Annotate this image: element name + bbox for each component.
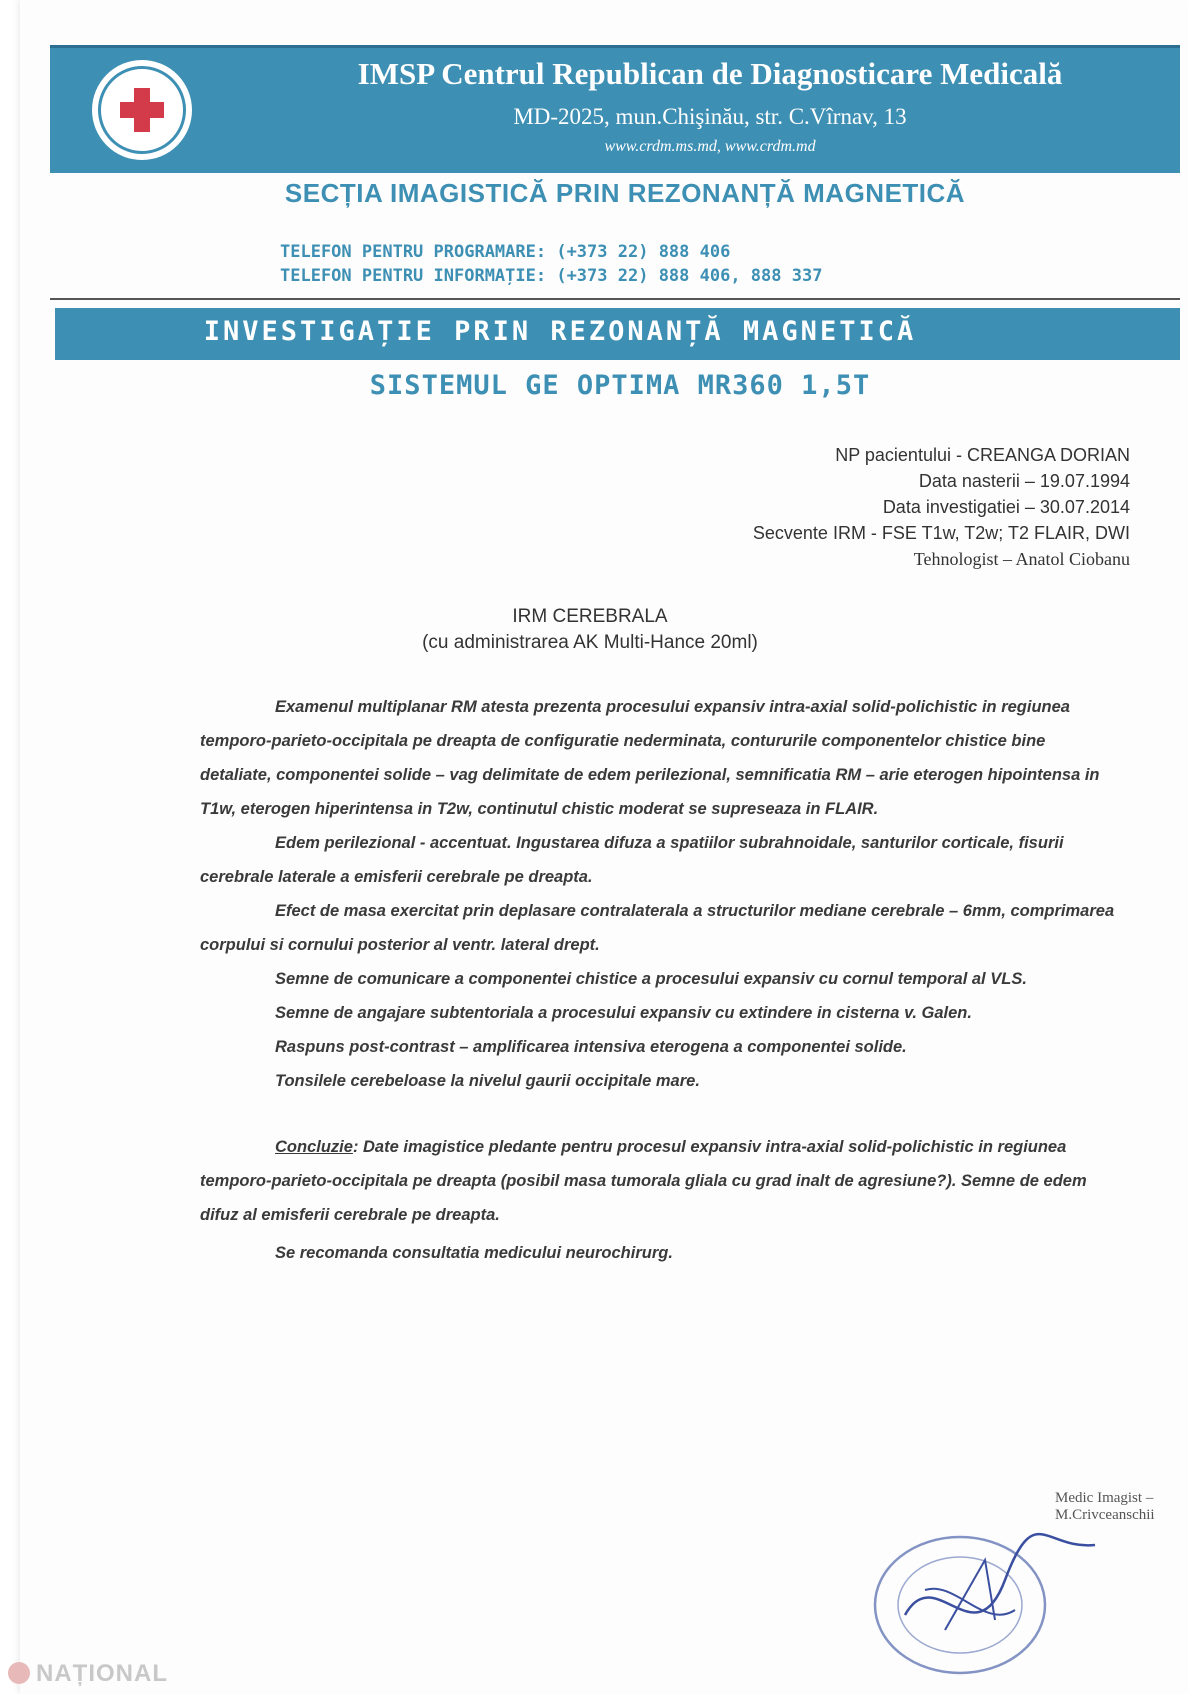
round-stamp-icon — [865, 1520, 1105, 1680]
finding-paragraph: Semne de angajare subtentoriala a procesului expansiv cu extindere in cisterna v. Galen. — [275, 1004, 972, 1022]
watermark-logo — [8, 1660, 168, 1688]
investigation-date: Data investigatiei – 30.07.2014 — [882, 497, 1130, 517]
exam-title: IRM CEREBRALA — [512, 606, 668, 627]
mri-sequences: Secvente IRM - FSE T1w, T2w; T2 FLAIR, DWI — [752, 523, 1130, 543]
exam-subtitle: (cu administrarea AK Multi-Hance 20ml) — [422, 632, 758, 653]
exam-heading — [270, 604, 910, 656]
recommendation: Se recomanda consultatia medicului neurochirurg. — [275, 1244, 673, 1262]
watermark-icon — [8, 1662, 30, 1684]
mri-system: SISTEMUL GE OPTIMA MR360 1,5T — [369, 370, 871, 401]
birth-date: Data nasterii – 19.07.1994 — [918, 471, 1130, 491]
institution-address: MD-2025, mun.Chişinău, str. C.Vîrnav, 13 — [513, 104, 907, 129]
signature-line: Medic Imagist – M.Crivceanschii — [1055, 1490, 1155, 1523]
finding-paragraph: Edem perilezional - accentuat. Ingustarea difuza a spatiilor subrahnoidale, santurilor corticale, fisurii cerebrale laterale a emisferii cerebrale pe dreapta. — [200, 834, 1064, 886]
finding-paragraph: Examenul multiplanar RM atesta prezenta procesului expansiv intra-axial solid-polichistic in regiunea temporo-parieto-occipitala pe dreapta de configuratie nederminata, contururile componentelor chistice bine detaliate, componentei solide – vag delimitate de edem perilezional, semnificatia RM – arie eterogen hipointensa in T1w, eterogen hiperintensa in T2w, continutul chistic moderat se supreseaza in FLAIR. — [200, 698, 1100, 818]
finding-paragraph: Semne de comunicare a componentei chistice a procesului expansiv cu cornul temporal al VLS. — [275, 970, 1027, 988]
header-banner — [50, 45, 1180, 173]
finding-paragraph: Raspuns post-contrast – amplificarea intensiva eterogena a componentei solide. — [275, 1038, 907, 1056]
conclusion-label: Concluzie — [275, 1138, 353, 1156]
medical-cross-logo-icon — [92, 60, 192, 160]
watermark-text: NAȚIONAL — [36, 1660, 168, 1687]
section-title: SECȚIA IMAGISTICĂ PRIN REZONANȚĂ MAGNETICĂ — [284, 178, 966, 208]
institution-name: IMSP Centrul Republican de Diagnosticare Medicală — [357, 56, 1063, 91]
finding-paragraph: Tonsilele cerebeloase la nivelul gaurii occipitale mare. — [275, 1072, 700, 1090]
finding-paragraph: Efect de masa exercitat prin deplasare contralaterala a structurilor mediane cerebrale – 6mm, comprimarea corpului si cornului posterior al ventr. lateral drept. — [200, 902, 1115, 954]
phone-booking: TELEFON PENTRU PROGRAMARE: (+373 22) 888 406 — [280, 242, 731, 262]
conclusion-text: : Date imagistice pledante pentru procesul expansiv intra-axial solid-polichistic in regiunea temporo-parieto-occipitala pe dreapta (posibil masa tumorala gliala cu grad inalt de agresiune?). Semne de edem difuz al emisferii cerebrale pe dreapta. — [200, 1138, 1087, 1224]
divider — [50, 298, 1180, 300]
patient-name: NP pacientului - CREANGA DORIAN — [835, 445, 1130, 465]
technologist: Tehnologist – Anatol Ciobanu — [913, 549, 1130, 569]
conclusion — [200, 1130, 1120, 1232]
investigation-band — [55, 308, 1180, 360]
investigation-title: INVESTIGAȚIE PRIN REZONANȚĂ MAGNETICĂ — [203, 316, 917, 347]
patient-info — [430, 442, 1130, 572]
institution-websites: www.crdm.ms.md, www.crdm.md — [604, 138, 816, 155]
phone-info: TELEFON PENTRU INFORMAȚIE: (+373 22) 888 406, 888 337 — [280, 266, 823, 286]
report-body — [200, 690, 1120, 1270]
